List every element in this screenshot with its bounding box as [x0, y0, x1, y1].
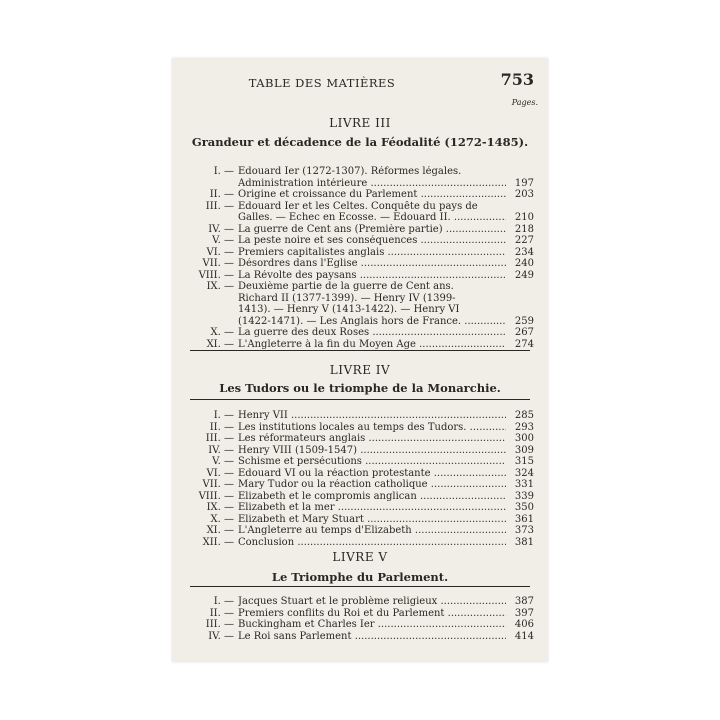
chapter-title: Henry VII ..... [238, 410, 506, 421]
toc-entry [172, 247, 548, 258]
chapter-number: XII. — [202, 536, 234, 548]
livre-heading: LIVRE III [329, 116, 391, 130]
page-reference: 414 [514, 630, 534, 642]
page-reference: 210 [514, 212, 534, 223]
toc-entry [172, 201, 548, 212]
toc-entry [172, 514, 548, 525]
page-reference: 259 [514, 315, 534, 327]
chapter-number: XI. — [206, 338, 234, 350]
page-reference: 293 [514, 421, 534, 433]
toc-entry [172, 502, 548, 513]
page-reference: 331 [514, 479, 534, 490]
chapter-number: VI. — [206, 467, 234, 479]
chapter-title: Conclusion ..... [238, 537, 506, 548]
page-reference: 315 [514, 456, 534, 467]
toc-entry [172, 445, 548, 456]
chapter-number: VIII. — [198, 269, 234, 281]
chapter-title: La guerre de Cent ans (Première partie) ..... [238, 224, 506, 235]
section-divider [190, 350, 530, 351]
chapter-title: Mary Tudor ou la réaction catholique ..... [238, 479, 506, 490]
toc-entry [172, 166, 548, 177]
page-reference: 267 [514, 327, 534, 338]
chapter-title: Elizabeth et la mer ..... [238, 502, 506, 513]
toc-entry [172, 631, 548, 642]
chapter-title: Administration intérieure ..... [238, 178, 506, 189]
toc-entry [172, 270, 548, 281]
toc-entry [172, 422, 548, 433]
page-reference: 285 [514, 410, 534, 421]
page-reference: 373 [514, 525, 534, 536]
page-number: 753 [500, 70, 534, 89]
page-reference: 203 [514, 189, 534, 200]
livre-heading: LIVRE V [332, 550, 388, 564]
chapter-title: La guerre des deux Roses ..... [238, 327, 506, 338]
chapter-title: Origine et croissance du Parlement ..... [238, 189, 506, 200]
chapter-title: Le Roi sans Parlement ..... [238, 631, 506, 642]
chapter-title: Les réformateurs anglais ..... [238, 433, 506, 444]
page-reference: 397 [514, 607, 534, 619]
chapter-title: Elizabeth et le compromis anglican ..... [238, 491, 506, 502]
chapter-title: Galles. — Echec en Ecosse. — Edouard II. ..... [238, 212, 506, 223]
page-reference: 387 [514, 596, 534, 607]
page-reference: 300 [514, 433, 534, 444]
toc-entry [172, 304, 548, 315]
chapter-number: IX. — [206, 502, 234, 513]
chapter-title: Premiers conflits du Roi et du Parlement ..... [238, 608, 506, 619]
toc-entry [172, 189, 548, 200]
toc-entry [172, 468, 548, 479]
chapter-title: Edouard Ier et les Celtes. Conquête du pays de [238, 200, 478, 212]
chapter-title: Buckingham et Charles Ier ..... [238, 619, 506, 630]
toc-entry [172, 525, 548, 536]
chapter-number: III. — [205, 619, 234, 630]
section-divider [190, 586, 530, 587]
toc-entry [172, 258, 548, 269]
chapter-number: VIII. — [198, 490, 234, 502]
chapter-number: VII. — [202, 479, 234, 490]
chapter-title: Schisme et persécutions ..... [238, 456, 506, 467]
chapter-number: I. — [213, 596, 234, 607]
chapter-number: X. — [210, 327, 234, 338]
toc-entry [172, 537, 548, 548]
chapter-title: L'Angleterre à la fin du Moyen Age ..... [238, 339, 506, 350]
toc-entry [172, 596, 548, 607]
chapter-title: Deuxième partie de la guerre de Cent ans. [238, 281, 454, 292]
toc-entry [172, 293, 548, 304]
section-title: Grandeur et décadence de la Féodalité (1272-1485). [191, 135, 529, 149]
chapter-number: V. — [212, 235, 234, 246]
chapter-title: Edouard VI ou la réaction protestante ..... [238, 468, 506, 479]
toc-entry [172, 608, 548, 619]
page-reference: 240 [514, 258, 534, 269]
section-title: Le Triomphe du Parlement. [271, 570, 449, 584]
chapter-number: IX. — [206, 281, 234, 292]
chapter-title: Les institutions locales au temps des Tudors. ..... [238, 422, 506, 433]
toc-entry [172, 316, 548, 327]
toc-entry [172, 281, 548, 292]
chapter-title: La peste noire et ses conséquences ..... [238, 235, 506, 246]
book-page [172, 58, 548, 662]
chapter-title: Premiers capitalistes anglais ..... [238, 247, 506, 258]
page-reference: 218 [514, 223, 534, 235]
page-reference: 197 [514, 177, 534, 189]
chapter-title: Richard II (1377-1399). — Henry IV (1399- [238, 292, 456, 304]
section-divider [190, 399, 530, 400]
chapter-title: Edouard Ier (1272-1307). Réformes légales. [238, 166, 462, 177]
livre-heading: LIVRE IV [329, 363, 391, 377]
toc-entry [172, 178, 548, 189]
page-reference: 324 [514, 467, 534, 479]
page-reference: 361 [514, 513, 534, 525]
chapter-number: III. — [205, 433, 234, 444]
chapter-number: IV. — [208, 630, 234, 642]
chapter-title: L'Angleterre au temps d'Elizabeth ..... [238, 525, 506, 536]
page-reference: 350 [514, 502, 534, 513]
toc-entry [172, 456, 548, 467]
chapter-number: II. — [209, 607, 234, 619]
pages-column-label: Pages. [511, 98, 538, 107]
page-reference: 309 [514, 444, 534, 456]
toc-entry [172, 479, 548, 490]
chapter-number: III. — [205, 200, 234, 212]
chapter-number: X. — [210, 513, 234, 525]
chapter-title: La Révolte des paysans ..... [238, 270, 506, 281]
toc-entry [172, 212, 548, 223]
page-reference: 381 [514, 536, 534, 548]
chapter-number: VI. — [206, 246, 234, 258]
chapter-number: VII. — [202, 258, 234, 269]
toc-entry [172, 619, 548, 630]
toc-entry [172, 410, 548, 421]
chapter-title: Henry VIII (1509-1547) ..... [238, 445, 506, 456]
chapter-number: I. — [213, 166, 234, 177]
toc-entry [172, 327, 548, 338]
chapter-title: 1413). — Henry V (1413-1422). — Henry VI [238, 304, 460, 315]
page-reference: 406 [514, 619, 534, 630]
chapter-title: Jacques Stuart et le problème religieux ..... [238, 596, 506, 607]
toc-entry [172, 339, 548, 350]
page-reference: 339 [514, 490, 534, 502]
chapter-number: II. — [209, 189, 234, 200]
page-reference: 227 [514, 235, 534, 246]
toc-entry [172, 235, 548, 246]
chapter-number: IV. — [208, 444, 234, 456]
page-reference: 249 [514, 269, 534, 281]
chapter-number: I. — [213, 410, 234, 421]
section-title: Les Tudors ou le triomphe de la Monarchie. [219, 381, 501, 395]
chapter-title: (1422-1471). — Les Anglais hors de France. ..... [238, 316, 506, 327]
chapter-number: IV. — [208, 223, 234, 235]
chapter-number: II. — [209, 421, 234, 433]
page-reference: 234 [514, 246, 534, 258]
chapter-title: Désordres dans l'Eglise ..... [238, 258, 506, 269]
chapter-number: V. — [212, 456, 234, 467]
chapter-title: Elizabeth et Mary Stuart ..... [238, 514, 506, 525]
toc-entry [172, 224, 548, 235]
toc-entry [172, 491, 548, 502]
toc-entry [172, 433, 548, 444]
page-reference: 274 [514, 338, 534, 350]
running-title: TABLE DES MATIÈRES [248, 76, 396, 90]
chapter-number: XI. — [206, 525, 234, 536]
